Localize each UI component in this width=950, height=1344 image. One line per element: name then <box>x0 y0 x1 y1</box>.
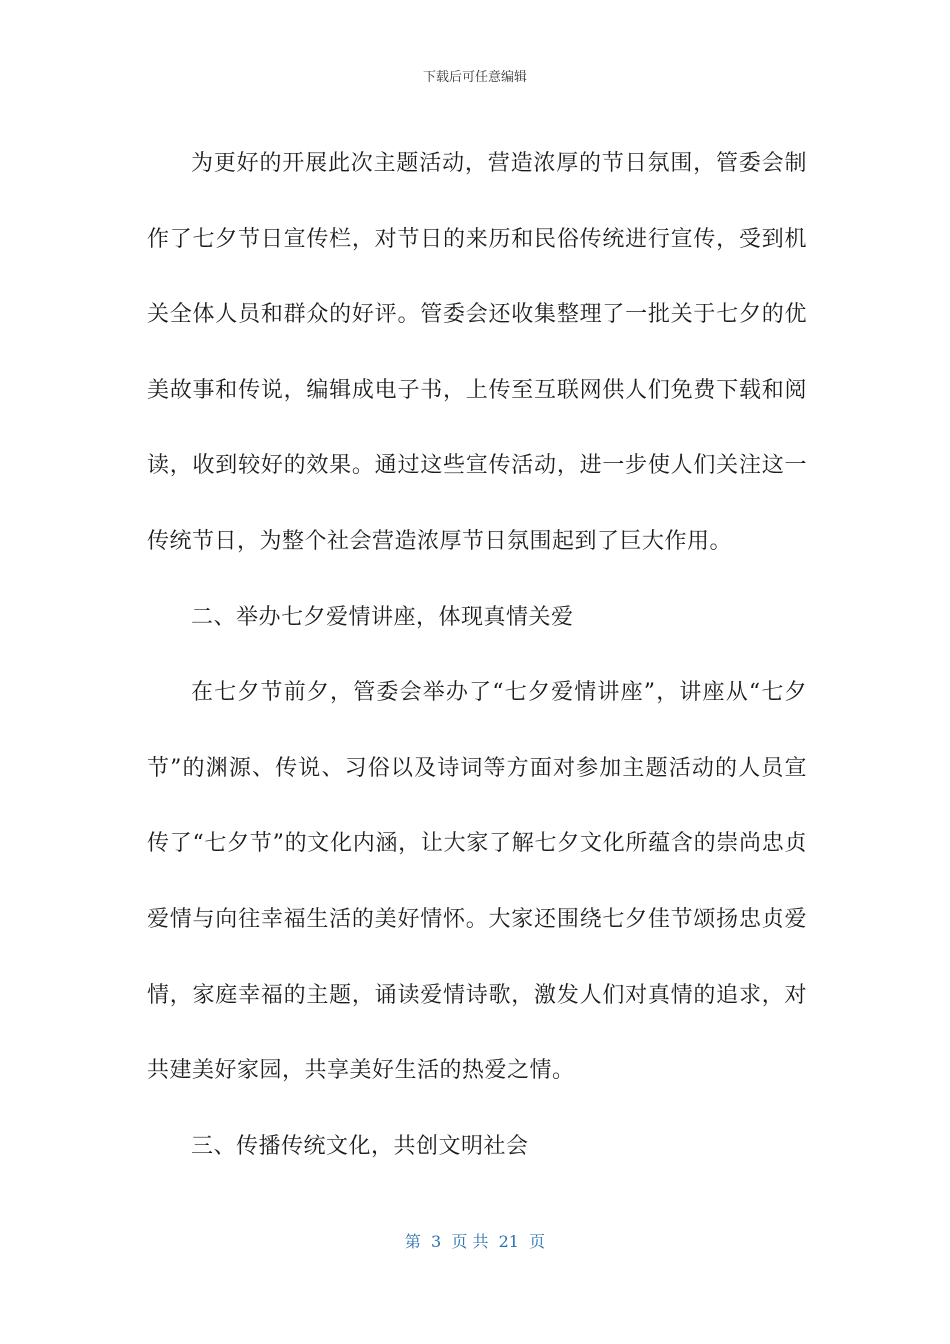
page-header: 下载后可任意编辑 <box>422 70 527 85</box>
section-heading-3: 三、传播传统文化，共创文明社会 <box>191 1133 529 1159</box>
document-body <box>147 126 807 1184</box>
paragraph-publicity: 为更好的开展此次主题活动，营造浓厚的节日氛围，管委会制作了七夕节日宣传栏，对节日的来历和民俗传统进行宣传，受到机关全体人员和群众的好评。管委会还收集整理了一批关于七夕的优美故事和传说，编辑成电子书，上传至互联网供人们免费下载和阅读，收到较好的效果。通过这些宣传活动，进一步使人们关注这一传统节日，为整个社会营造浓厚节日氛围起到了巨大作用。 <box>147 151 807 554</box>
section-heading-2: 二、举办七夕爱情讲座，体现真情关爱 <box>191 604 574 630</box>
paragraph-lecture: 在七夕节前夕，管委会举办了“七夕爱情讲座”，讲座从“七夕节”的渊源、传说、习俗以及诗词等方面对参加主题活动的人员宣传了“七夕节”的文化内涵，让大家了解七夕文化所蕴含的崇尚忠贞爱情与向往幸福生活的美好情怀。大家还围绕七夕佳节颂扬忠贞爱情，家庭幸福的主题，诵读爱情诗歌，激发人们对真情的追求，对共建美好家园，共享美好生活的热爱之情。 <box>147 680 807 1084</box>
page-number-footer: 第 3 页 共 21 页 <box>404 1232 546 1251</box>
